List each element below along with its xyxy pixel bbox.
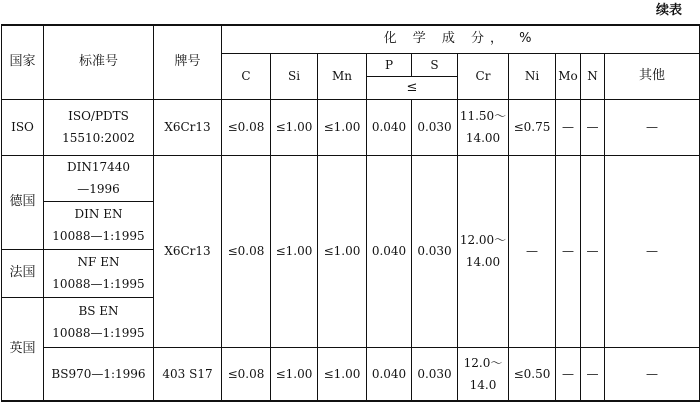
cell-grade-europe: X6Cr13 <box>154 155 222 347</box>
header-composition-title: 化 学 成 分， % <box>222 25 700 53</box>
cr-europe-line2: 14.00 <box>465 255 501 269</box>
cell-mn-iso: ≤1.00 <box>318 99 367 155</box>
cell-c-europe: ≤0.08 <box>222 155 271 347</box>
header-standard: 标准号 <box>44 25 154 99</box>
standard-fr-line1: NF EN <box>77 255 120 269</box>
cell-country-de: 德国 <box>2 155 44 249</box>
header-element-ni: Ni <box>509 53 556 99</box>
cell-p-uk-bs970: 0.040 <box>367 347 412 401</box>
cell-country-iso: ISO <box>2 99 44 155</box>
cell-ni-uk-bs970: ≤0.50 <box>509 347 556 401</box>
cell-ni-europe: — <box>509 155 556 347</box>
header-element-c: C <box>222 53 271 99</box>
cell-ni-iso: ≤0.75 <box>509 99 556 155</box>
standard-iso-line1: ISO/PDTS <box>68 109 129 123</box>
cell-country-uk: 英国 <box>2 297 44 401</box>
cell-c-uk-bs970: ≤0.08 <box>222 347 271 401</box>
cell-p-europe: 0.040 <box>367 155 412 347</box>
cell-other-uk-bs970: — <box>605 347 700 401</box>
cell-n-iso: — <box>581 99 605 155</box>
cell-standard-uk-bs970: BS970—1:1996 <box>44 347 154 401</box>
standard-fr-line2: 10088—1:1995 <box>52 277 145 291</box>
cell-si-iso: ≤1.00 <box>271 99 318 155</box>
standard-uk-line1: BS EN <box>78 304 119 318</box>
cell-si-uk-bs970: ≤1.00 <box>271 347 318 401</box>
cell-cr-uk-bs970 <box>458 347 509 401</box>
cr-uk-line1: 12.0～ <box>463 355 503 370</box>
header-country: 国家 <box>2 25 44 99</box>
header-grade: 牌号 <box>154 25 222 99</box>
cell-grade-iso: X6Cr13 <box>154 99 222 155</box>
cell-mo-europe: — <box>556 155 581 347</box>
cell-mo-iso: — <box>556 99 581 155</box>
table-row-iso <box>2 99 700 155</box>
cell-s-iso: 0.030 <box>412 99 458 155</box>
cell-cr-europe <box>458 155 509 347</box>
cr-iso-line1: 11.50～ <box>459 109 507 123</box>
header-element-p: P <box>367 53 412 76</box>
header-element-s: S <box>412 53 458 76</box>
standard-iso-line2: 15510:2002 <box>62 131 135 145</box>
header-element-mn: Mn <box>318 53 367 99</box>
cell-c-iso: ≤0.08 <box>222 99 271 155</box>
cr-uk-line2: 14.0 <box>469 377 497 392</box>
cell-cr-iso <box>458 99 509 155</box>
standard-de2-line2: 10088—1:1995 <box>52 229 145 243</box>
cell-n-europe: — <box>581 155 605 347</box>
cell-standard-uk-bs-en <box>44 297 154 347</box>
cell-mn-uk-bs970: ≤1.00 <box>318 347 367 401</box>
cell-p-iso: 0.040 <box>367 99 412 155</box>
standard-uk-line2: 10088—1:1995 <box>52 326 145 340</box>
standard-de1-line2: —1996 <box>77 182 120 196</box>
cell-grade-uk-bs970: 403 S17 <box>154 347 222 401</box>
table-row-uk-bs970 <box>2 347 700 401</box>
table-continued-caption: 续表 <box>655 3 682 18</box>
cell-si-europe: ≤1.00 <box>271 155 318 347</box>
header-element-cr: Cr <box>458 53 509 99</box>
cell-other-europe: — <box>605 155 700 347</box>
header-element-si: Si <box>271 53 318 99</box>
cell-standard-de-din17440 <box>44 155 154 201</box>
cell-s-uk-bs970: 0.030 <box>412 347 458 401</box>
cell-mo-uk-bs970: — <box>556 347 581 401</box>
header-element-other: 其他 <box>605 53 700 99</box>
table-row-de-din17440 <box>2 155 700 201</box>
cell-country-fr: 法国 <box>2 249 44 297</box>
cr-iso-line2: 14.00 <box>465 131 501 145</box>
header-ps-max-symbol: ≤ <box>367 76 458 99</box>
header-row-title <box>2 25 700 53</box>
cell-s-europe: 0.030 <box>412 155 458 347</box>
cell-standard-de-din-en <box>44 201 154 249</box>
cell-standard-fr-nf-en <box>44 249 154 297</box>
header-element-n: N <box>581 53 605 99</box>
standard-de2-line1: DIN EN <box>74 207 123 221</box>
header-element-mo: Mo <box>556 53 581 99</box>
cell-standard-iso <box>44 99 154 155</box>
stainless-steel-grade-table <box>1 24 700 402</box>
cell-other-iso: — <box>605 99 700 155</box>
standard-de1-line1: DIN17440 <box>66 160 131 174</box>
cr-europe-line1: 12.00～ <box>459 233 507 247</box>
cell-mn-europe: ≤1.00 <box>318 155 367 347</box>
cell-n-uk-bs970: — <box>581 347 605 401</box>
